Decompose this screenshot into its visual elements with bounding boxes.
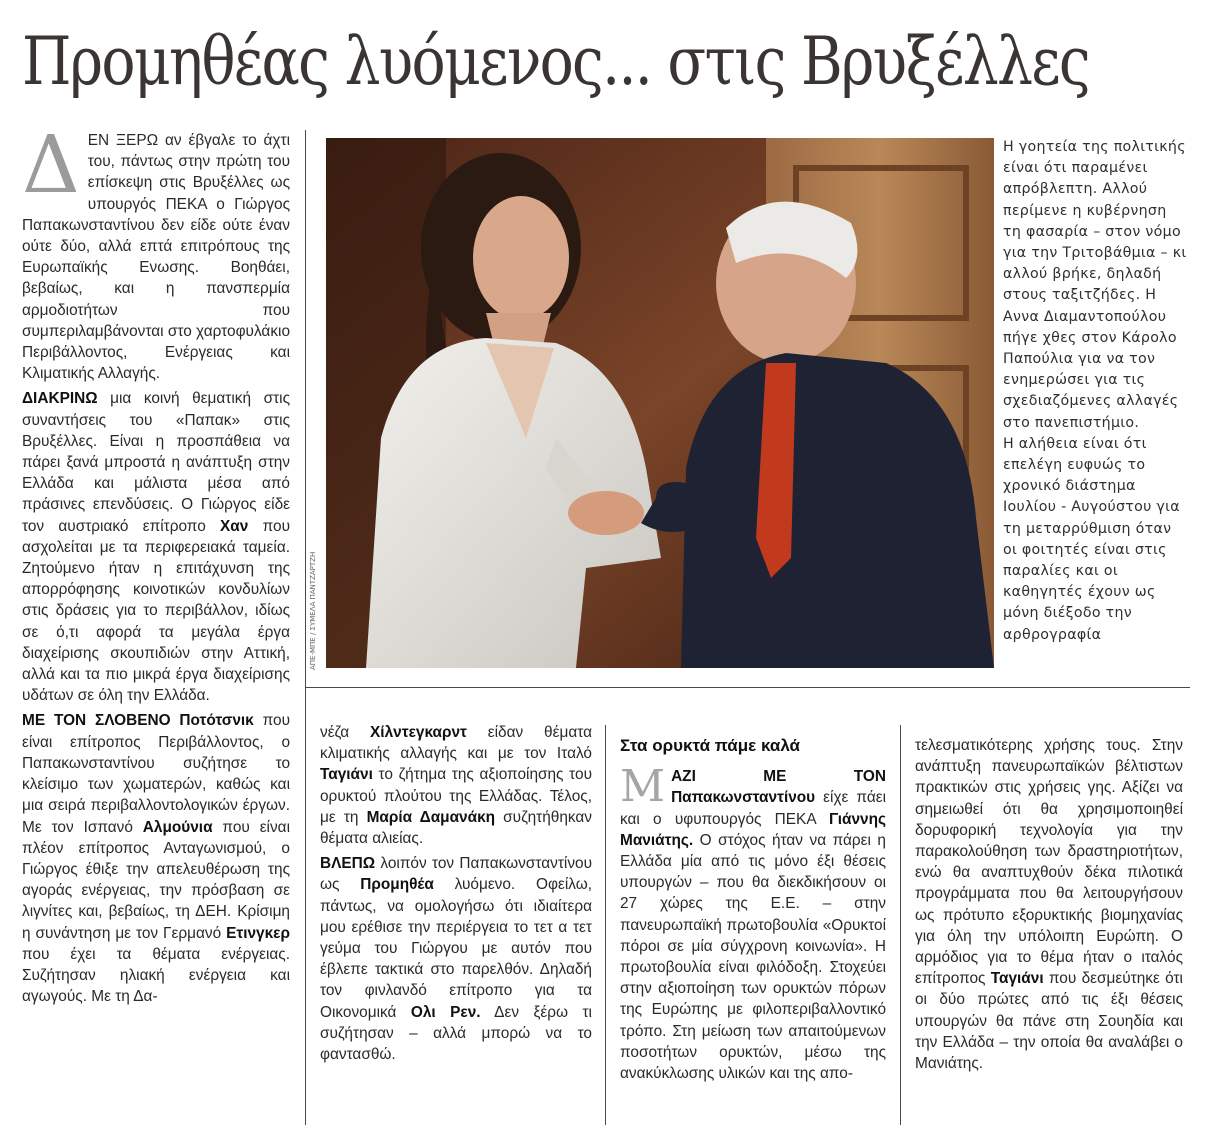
- paragraph-text: λοιπόν τον Παπακωνσταντίνου ως: [320, 855, 592, 894]
- paragraph-text: τελεσματικότερης χρήσης τους. Στην ανάπτυξη πανευρωπαϊκών βέλτιστων πρακτικών στις χρήσεις γης. Αξίζει να σημειωθεί ότι θα χρησιμοποιηθεί δορυφορική τεχνολογία για την παρακολούθηση των δραστηριοτήτων, ενώ θα αναπτυχθούν δέκα πιλοτικά προγράμματα που θα λειτουργήσουν ως πρότυπο εξορυκτικής βιομηχανίας για όλη την υπόλοιπη Ευρώπη. Ο αρμόδιος για το θέμα ήταν ο ιταλός επίτροπος: [915, 737, 1183, 988]
- article-column-3: [620, 735, 886, 1088]
- drop-cap: Μ: [620, 761, 666, 813]
- caption-paragraph: Η αλήθεια είναι ότι επελέγη ευφυώς το χρονικό διάστημα Ιουλίου - Αυγούστου για τη μεταρρύθμιση όταν οι φοιτητές είναι στις παραλίες και οι καθηγητές έχουν ως μόνη διέξοδο την αρθρογραφία: [1003, 435, 1180, 643]
- paragraph: [915, 735, 1183, 1074]
- paragraph-text: που είναι επίτροπος Περιβάλλοντος, ο Παπακωνσταντίνου συζήτησε το κλείσιμο των χωματερών, καθώς και μια σειρά περιβαλλοντολογικών έργων. Με τον Ισπανό: [22, 712, 290, 836]
- lead-in: ΔΙΑΚΡΙΝΩ: [22, 390, 98, 408]
- bold-name: Ολι Ρεν.: [410, 1003, 481, 1021]
- horizontal-rule: [305, 687, 1190, 688]
- paragraph-text: Δεν ξέρω τι συζήτησαν – αλλά μπορώ να το φαντασθώ.: [320, 1003, 592, 1064]
- headline: Προμηθέας λυόμενος... στις Βρυξέλλες: [22, 23, 1089, 100]
- lead-in: ΜΕ ΤΟΝ ΣΛΟΒΕΝΟ: [22, 712, 171, 730]
- paragraph-text: λυόμενο. Οφείλω, πάντως, να ομολογήσω ότι ιδιαίτερα μου ερέθισε την περιέργεια το τετ α τετ γεύμα του Γιώργου με αυτόν που έβλεπε τακτικά στο παρελθόν. Δηλαδή τον φινλανδό επίτροπο για τα Οικονομικά: [320, 876, 592, 1021]
- paragraph-text: που είναι πλέον επίτροπος Ανταγωνισμού, ο Γιώργος έθιξε την απελευθέρωση της αγοράς ενέργειας, την πρόσβαση σε λιγνίτες και, βεβαίως, τη ΔΕΗ. Κρίσιμη η συνάντηση με τον Γερμανό: [22, 818, 290, 942]
- article-column-4: [915, 735, 1183, 1078]
- photo-credit: ΑΠΕ-ΜΠΕ / ΣΥΜΕΛΑ ΠΑΝΤΖΑΡΤΖΗ: [309, 551, 317, 670]
- bold-name: Ποτότσνικ: [170, 712, 254, 730]
- column-divider: [305, 130, 306, 1125]
- paragraph: [620, 761, 886, 1084]
- bold-name: Ετινγκερ: [226, 924, 290, 942]
- photo-illustration: [326, 138, 994, 668]
- paragraph-text: νέζα: [320, 724, 371, 741]
- bold-name: Αλμούνια: [142, 818, 213, 836]
- bold-name: Ταγιάνι: [990, 970, 1044, 988]
- drop-cap: Δ: [22, 118, 80, 211]
- paragraph-text: ΕΝ ΞΕΡΩ αν έβγαλε το άχτι του, πάντως στην πρώτη του επίσκεψη στις Βρυξέλλες ως υπουργός ΠΕΚΑ ο Γιώργος Παπακωνσταντίνου δεν είδε ούτε έναν ούτε δύο, αλλά επτά επιτρόπους της Ευρωπαϊκής Ενωσης. Βοηθάει, βεβαίως, και η πανσπερμία αρμοδιοτήτων που συμπεριλαμβάνονται στο χαρτοφυλάκιο Περιβάλλοντος, Ενέργειας και Κλιματικής Αλλαγής.: [22, 132, 290, 383]
- bold-name: Προμηθέα: [360, 876, 434, 894]
- column-divider: [605, 725, 606, 1125]
- bold-name: Γιάννης Μανιάτης.: [620, 810, 886, 849]
- column-divider: [900, 725, 901, 1125]
- paragraph: [22, 388, 290, 706]
- caption-paragraph: Η γοητεία της πολιτικής είναι ότι παραμένει απρόβλεπτη. Αλλού περίμενε η κυβέρνηση τη φασαρία – στον νόμο για την Τριτοβάθμια – κι αλλού βρήκε, δηλαδή στους ταξιτζήδες. Η Αννα Διαμαντοπούλου πήγε χθες στον Κάρολο Παπούλια για να τον ενημερώσει για τις σχεδιαζόμενες αλλαγές στο πανεπιστήμιο.: [1003, 139, 1187, 431]
- paragraph-text: είδαν θέματα κλιματικής αλλαγής και με τον Ιταλό: [320, 724, 592, 763]
- paragraph: [320, 853, 592, 1065]
- photo-handshake: [326, 138, 994, 668]
- paragraph-text: το ζήτημα της αξιοποίησης του ορυκτού πλούτου της Ελλάδας. Τέλος, με τη: [320, 766, 592, 826]
- section-subhead: Στα ορυκτά πάμε καλά: [620, 736, 801, 755]
- bold-name: Ταγιάνι: [320, 766, 373, 784]
- bold-name: Χαν: [220, 517, 249, 535]
- paragraph-text: που δεσμεύτηκε ότι οι δύο πρώτες από τις έξι θέσεις υπουργών θα πάνε στη Σουηδία και την Ελλάδα – την οποία θα αναλάβει ο Μανιάτης.: [915, 970, 1183, 1073]
- paragraph-text: Ο στόχος ήταν να πάρει η Ελλάδα μία από τις μόνο έξι θέσεις υπουργών – που θα διεκδικήσουν οι 27 χώρες της Ε.Ε. – στην πανευρωπαϊκή πρωτοβουλία «Ορυκτοί πόροι σε μία σύγχρονη κοινωνία». Η πρωτοβουλία είναι φιλόδοξη. Στοχεύει στην αξιοποίηση των ορυκτών πόρων της Ευρώπης με φιλοπεριβαλλοντικό τρόπο. Στη μείωση των απαιτούμενων ποσοτήτων ορυκτών, μέσω της ανακύκλωσης υλικών και της απο-: [620, 831, 886, 1083]
- bold-name: Μαρία Δαμανάκη: [366, 808, 496, 826]
- paragraph-text: μια κοινή θεματική στις συναντήσεις του «Παπακ» στις Βρυξέλλες. Είναι η προσπάθεια να πάρει ξανά μπροστά η ανάπτυξη στην Ελλάδα και μάλιστα μέσα από πράσινες επενδύσεις. Ο Γιώργος είδε τον αυστριακό επίτροπο: [22, 390, 290, 535]
- sidebar-caption: [1003, 137, 1189, 646]
- paragraph-text: που έχει τα θέματα ενέργειας. Συζήτησαν ηλιακή ενέργεια και αγωγούς. Με τη Δα-: [22, 945, 290, 1006]
- paragraph-text: συζητήθηκαν θέματα αλιείας.: [320, 808, 593, 848]
- paragraph: [22, 710, 290, 1007]
- paragraph: [320, 722, 592, 849]
- paragraph-text: είχε πάει και ο υφυπουργός ΠΕΚΑ: [620, 789, 886, 828]
- bold-name: Χίλντεγκαρντ: [370, 724, 467, 741]
- article-column-2: [320, 722, 592, 1069]
- lead-in: ΒΛΕΠΩ: [320, 855, 376, 873]
- lead-in: ΑΖΙ ΜΕ ΤΟΝ Παπακωνσταντίνου: [671, 768, 886, 807]
- paragraph: [22, 118, 290, 384]
- paragraph-text: που ασχολείται με τα περιφερειακά ταμεία. Ζητούμενο ήταν η επιτάχυνση της απορρόφησης κοινοτικών κονδυλίων στις δράσεις για το περιβάλλον, ιδίως σε ό,τι αφορά τα μεγάλα έργα διαχείρισης σκουπιδιών στην Αττική, αλλά και τα πιο μικρά έργα διαχείρισης υδάτων σε όλη την Ελλάδα.: [22, 517, 291, 705]
- article-column-1: [22, 118, 291, 1011]
